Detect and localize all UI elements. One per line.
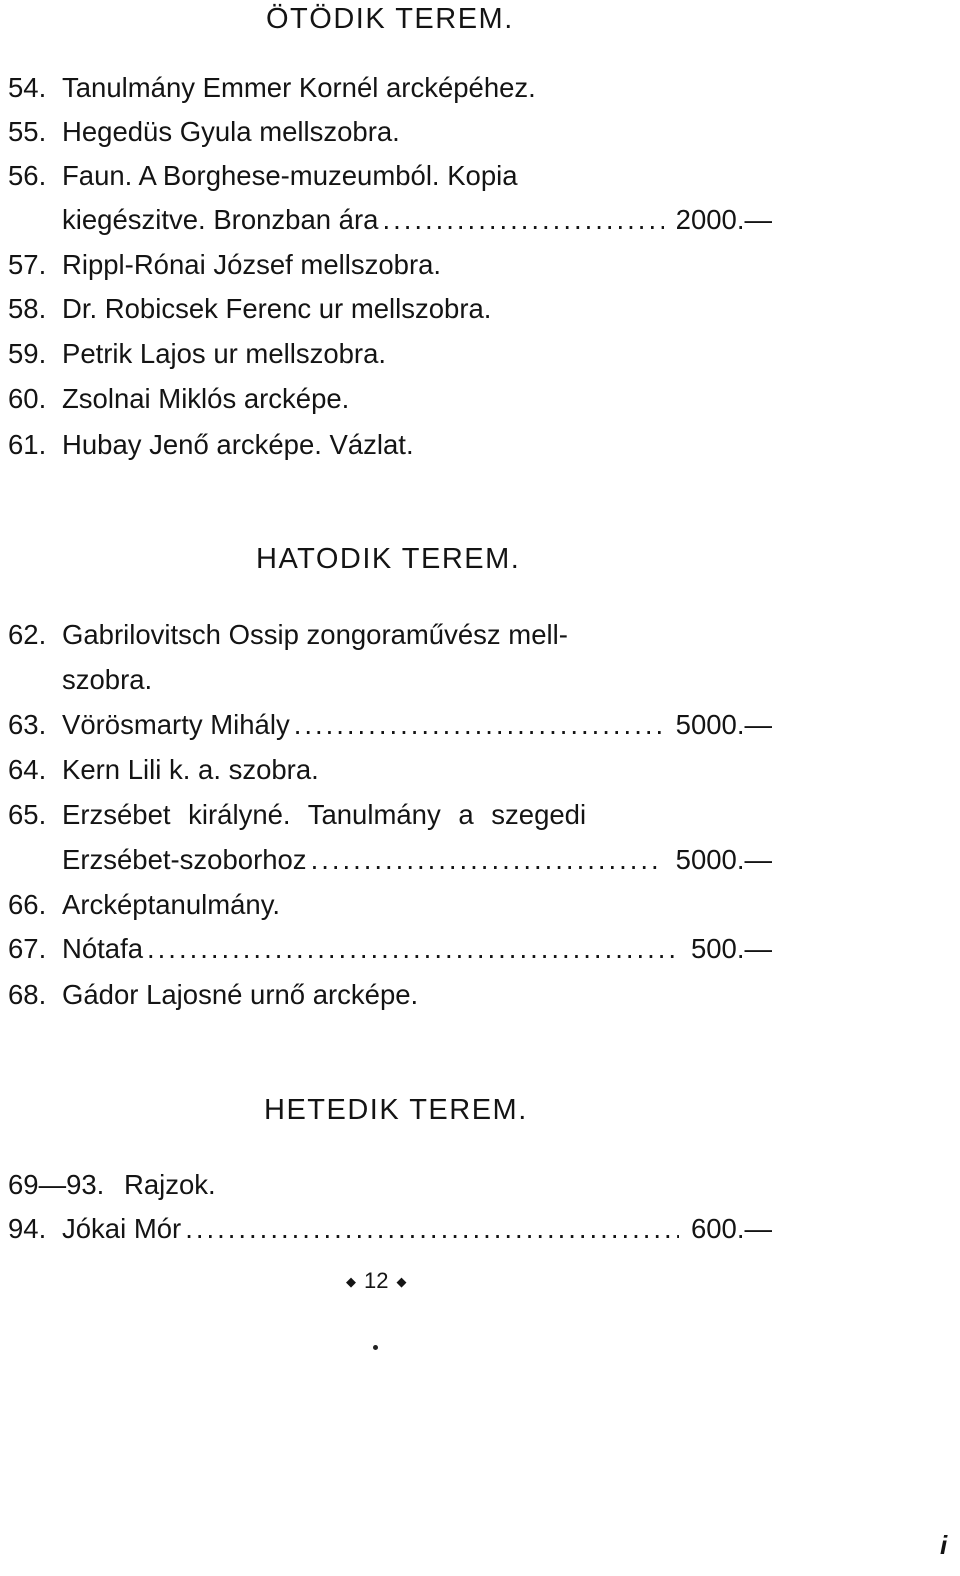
entry-price: 5000.— — [675, 844, 772, 875]
entry-title-continued: Erzsébet-szoborhoz — [62, 844, 307, 875]
entry-title: Erzsébet királyné. Tanulmány a szegedi — [62, 799, 587, 830]
entry-number: 55. — [8, 116, 47, 147]
dot-leader — [382, 198, 663, 242]
page-number — [338, 1268, 414, 1294]
entry-price: 500.— — [690, 933, 772, 964]
entry-number: 67. — [8, 933, 47, 964]
entry-number: 56. — [8, 160, 47, 191]
entry-number: 68. — [8, 979, 47, 1010]
entry-number: 64. — [8, 754, 47, 785]
entry-title: Gabrilovitsch Ossip zongoraművész mell- — [62, 619, 568, 650]
ornament-left-icon: ◆ — [346, 1274, 356, 1290]
entry-price: 600.— — [690, 1213, 772, 1244]
entry-number: 94. — [8, 1213, 47, 1244]
entry-price: 5000.— — [675, 709, 772, 740]
entry-title: Vörösmarty Mihály — [62, 709, 290, 740]
section-title-hetedik: HETEDIK TEREM. — [264, 1094, 528, 1126]
entry-title: Jókai Mór — [62, 1213, 182, 1244]
entry-title: Hubay Jenő arcképe. Vázlat. — [62, 429, 414, 460]
section-title-hatodik: HATODIK TEREM. — [256, 543, 521, 575]
price-row — [62, 838, 772, 882]
entry-number: 69—93. — [8, 1169, 105, 1200]
entry-title: Faun. A Borghese-muzeumból. Kopia — [62, 160, 518, 191]
price-row — [62, 703, 772, 747]
entry-number: 60. — [8, 383, 47, 414]
entry-title-continued: szobra. — [62, 664, 153, 695]
edge-mark: i — [940, 1530, 948, 1560]
entry-title: Kern Lili k. a. szobra. — [62, 754, 319, 785]
page-number-value: 12 — [364, 1268, 389, 1293]
entry-number: 54. — [8, 72, 47, 103]
dot-leader — [311, 838, 664, 882]
entry-title: Hegedüs Gyula mellszobra. — [62, 116, 400, 147]
entry-number: 57. — [8, 249, 47, 280]
entry-number: 58. — [8, 293, 47, 324]
entry-number: 61. — [8, 429, 47, 460]
section-title-otodik: ÖTÖDIK TEREM. — [266, 3, 514, 35]
dot-leader — [147, 927, 679, 971]
entry-price: 2000.— — [675, 204, 772, 235]
entry-title-continued: kiegészitve. Bronzban ára — [62, 204, 379, 235]
entry-title: Tanulmány Emmer Kornél arcképéhez. — [62, 72, 536, 103]
entry-title: Rajzok. — [124, 1169, 216, 1200]
entry-number: 66. — [8, 889, 47, 920]
entry-title: Zsolnai Miklós arcképe. — [62, 383, 350, 414]
entry-number: 63. — [8, 709, 47, 740]
entry-title: Dr. Robicsek Ferenc ur mellszobra. — [62, 293, 492, 324]
entry-title: Rippl-Rónai József mellszobra. — [62, 249, 442, 280]
ornament-right-icon: ◆ — [396, 1274, 407, 1290]
price-row — [62, 198, 772, 242]
entry-title: Arcképtanulmány. — [62, 889, 281, 920]
entry-title: Petrik Lajos ur mellszobra. — [62, 338, 387, 369]
entry-title: Nótafa — [62, 933, 144, 964]
entry-number: 65. — [8, 799, 47, 830]
entry-title: Gádor Lajosné urnő arcképe. — [62, 979, 419, 1010]
entry-number: 62. — [8, 619, 47, 650]
ink-speck — [373, 1345, 378, 1350]
price-row — [62, 1207, 772, 1251]
dot-leader — [185, 1207, 679, 1251]
dot-leader — [294, 703, 664, 747]
price-row — [62, 927, 772, 971]
entry-number: 59. — [8, 338, 47, 369]
